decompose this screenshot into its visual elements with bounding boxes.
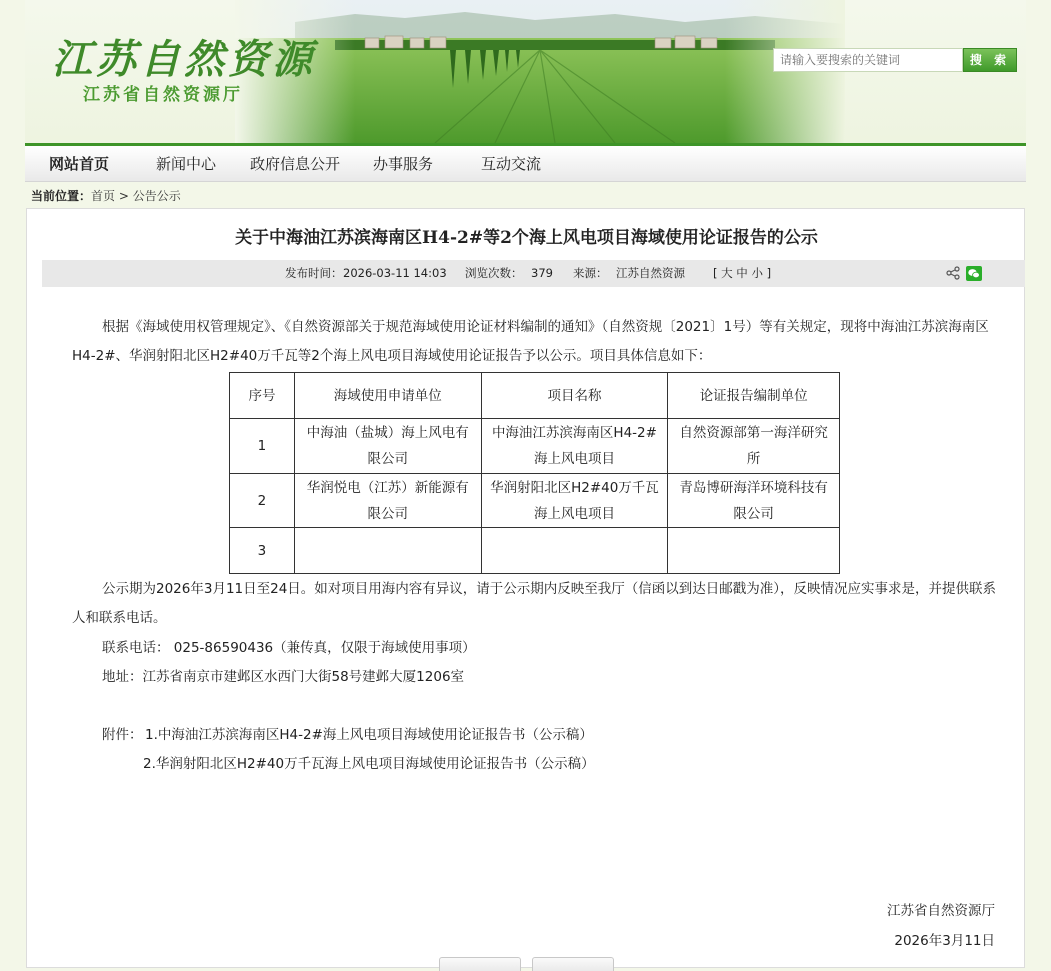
search-button[interactable]: 搜 索 <box>963 48 1017 72</box>
intro-paragraph: 根据《海域使用权管理规定》、《自然资源部关于规范海域使用论证材料编制的通知》（自然资规〔2021〕1号）等有关规定，现将中海油江苏滨海南区H4-2#、华润射阳北区H2#40万千瓦等2个海上风电项目海域使用论证报告予以公示。项目具体信息如下： <box>72 319 989 364</box>
table-header: 项目名称 <box>481 373 668 419</box>
search-input[interactable] <box>773 48 963 72</box>
publish-time: 2026-03-11 14:03 <box>343 266 447 280</box>
nav-item-services[interactable]: 办事服务 <box>373 155 434 173</box>
table-header: 序号 <box>230 373 295 419</box>
attachment-link-1[interactable]: 1.中海油江苏滨海南区H4-2#海上风电项目海域使用论证报告书（公示稿） <box>145 727 593 743</box>
logo-title: 江苏自然资源 <box>52 36 316 83</box>
font-size-switcher[interactable]: [ 大 中 小 ] <box>713 266 772 280</box>
site-header <box>25 0 1026 143</box>
views-label: 浏览次数： <box>465 266 523 280</box>
table-header: 海域使用申请单位 <box>294 373 481 419</box>
table-cell: 1 <box>230 419 295 474</box>
table-row <box>230 419 840 474</box>
table-cell: 中海油（盐城）海上风电有限公司 <box>294 419 481 474</box>
table-cell: 华润射阳北区H2#40万千瓦海上风电项目 <box>481 474 668 528</box>
table-header-row <box>230 373 840 419</box>
article-panel <box>26 208 1025 968</box>
breadcrumb-current[interactable]: 公告公示 <box>132 189 181 203</box>
contact-address: 地址：江苏省南京市建邺区水西门大街58号建邺大厦1206室 <box>102 669 465 685</box>
breadcrumb <box>31 186 181 206</box>
breadcrumb-label: 当前位置： <box>31 189 92 203</box>
nav-item-home[interactable]: 网站首页 <box>49 155 110 173</box>
share-icon[interactable] <box>946 266 960 280</box>
publish-time-label: 发布时间： <box>285 266 343 280</box>
notice-paragraph: 公示期为2026年3月11日至24日。如对项目用海内容有异议，请于公示期内反映至我厅（信函以到达日邮戳为准），反映情况应实事求是，并提供联系人和联系电话。 <box>72 581 997 626</box>
logo-subtitle: 江苏省自然资源厅 <box>83 85 243 105</box>
signature: 江苏省自然资源厅 <box>887 903 995 919</box>
table-cell: 华润悦电（江苏）新能源有限公司 <box>294 474 481 528</box>
attachments-label: 附件： <box>102 727 143 743</box>
table-cell: 2 <box>230 474 295 528</box>
nav-item-news[interactable]: 新闻中心 <box>156 155 217 173</box>
nav-item-interaction[interactable]: 互动交流 <box>481 155 542 173</box>
table-cell: 青岛博研海洋环境科技有限公司 <box>668 474 840 528</box>
table-cell: 3 <box>230 528 295 574</box>
article-meta-bar <box>42 260 1025 287</box>
wechat-icon[interactable] <box>966 266 982 281</box>
article-title: 关于中海油江苏滨海南区H4-2#等2个海上风电项目海域使用论证报告的公示 <box>235 228 818 248</box>
signature-date: 2026年3月11日 <box>894 933 995 949</box>
project-table <box>229 372 840 574</box>
source-label: 来源： <box>573 266 608 280</box>
table-row <box>230 474 840 528</box>
attachment-link-2[interactable]: 2.华润射阳北区H2#40万千瓦海上风电项目海域使用论证报告书（公示稿） <box>143 756 595 772</box>
table-cell <box>294 528 481 574</box>
table-cell <box>481 528 668 574</box>
breadcrumb-separator: > <box>118 189 129 203</box>
contact-phone: 联系电话： 025-86590436（兼传真，仅限于海域使用事项） <box>102 640 476 656</box>
table-header: 论证报告编制单位 <box>668 373 840 419</box>
table-cell <box>668 528 840 574</box>
table-cell: 中海油江苏滨海南区H4-2#海上风电项目 <box>481 419 668 474</box>
table-cell: 自然资源部第一海洋研究所 <box>668 419 840 474</box>
views-count: 379 <box>531 266 553 280</box>
print-button[interactable] <box>439 957 521 971</box>
close-button[interactable] <box>532 957 614 971</box>
main-nav <box>25 146 1026 182</box>
banner-image <box>235 0 845 143</box>
table-row <box>230 528 840 574</box>
nav-item-gov-info[interactable]: 政府信息公开 <box>250 155 341 173</box>
source-value: 江苏自然资源 <box>616 266 685 280</box>
breadcrumb-home[interactable]: 首页 <box>91 189 116 203</box>
